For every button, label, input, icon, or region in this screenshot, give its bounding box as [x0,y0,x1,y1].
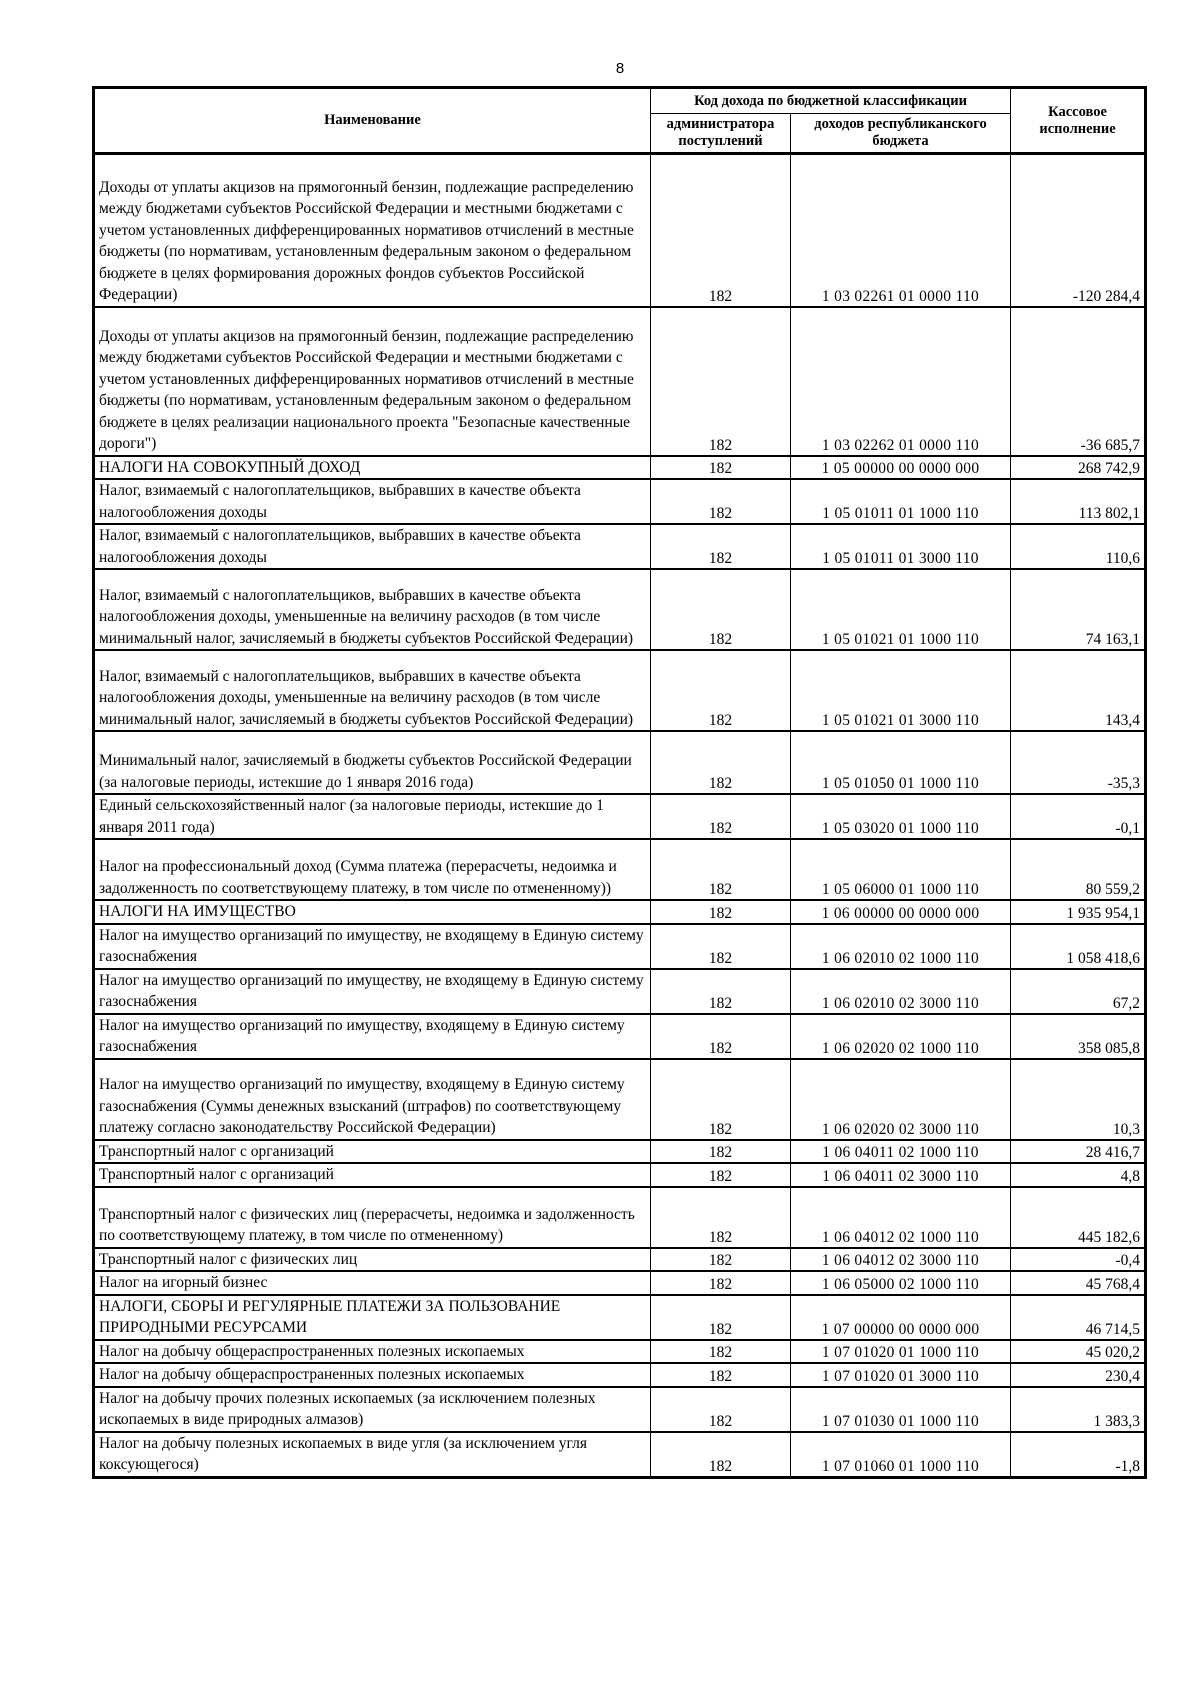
row-admin-code: 182 [651,524,791,569]
row-name: НАЛОГИ НА СОВОКУПНЫЙ ДОХОД [94,456,651,480]
row-name: Налог на добычу общераспространенных полезных ископаемых [94,1340,651,1364]
row-amount: 110,6 [1011,524,1146,569]
row-income-code: 1 07 01020 01 3000 110 [791,1363,1011,1387]
row-income-code: 1 05 06000 01 1000 110 [791,839,1011,900]
row-amount: 67,2 [1011,969,1146,1014]
row-amount: 28 416,7 [1011,1140,1146,1164]
row-amount: 4,8 [1011,1163,1146,1187]
budget-table [92,86,1147,1479]
row-amount: 445 182,6 [1011,1187,1146,1248]
row-admin-code: 182 [651,154,791,307]
row-amount: -35,3 [1011,731,1146,794]
row-name: Транспортный налог с организаций [94,1163,651,1187]
row-name: Доходы от уплаты акцизов на прямогонный бензин, подлежащие распределению между бюджетами субъектов Российской Федерации и местными бюджетами с учетом установленных дифференцированных нормативов отчислений в местные бюджеты (по нормативам, установленным федеральным законом о федеральном бюджете в целях формирования дорожных фондов субъектов Российской Федерации) [94,154,651,307]
row-admin-code: 182 [651,969,791,1014]
row-income-code: 1 03 02262 01 0000 110 [791,307,1011,456]
page-number: 8 [615,60,625,77]
row-amount: 80 559,2 [1011,839,1146,900]
row-income-code: 1 06 02020 02 1000 110 [791,1014,1011,1059]
row-name: Налог на имущество организаций по имуществу, не входящему в Единую систему газоснабжения [94,969,651,1014]
row-name: Налог на добычу общераспространенных полезных ископаемых [94,1363,651,1387]
table-row [94,1014,1146,1059]
row-amount: 1 935 954,1 [1011,900,1146,924]
row-amount: 1 058 418,6 [1011,924,1146,969]
row-admin-code: 182 [651,1248,791,1272]
header-income: доходов республиканского бюджета [791,114,1011,154]
row-amount: -120 284,4 [1011,154,1146,307]
row-income-code: 1 06 04012 02 1000 110 [791,1187,1011,1248]
row-income-code: 1 06 02010 02 1000 110 [791,924,1011,969]
row-income-code: 1 07 01020 01 1000 110 [791,1340,1011,1364]
row-name: Транспортный налог с физических лиц [94,1248,651,1272]
table-row [94,569,1146,650]
header-code-group: Код дохода по бюджетной классификации [651,88,1011,114]
table-row [94,650,1146,731]
row-admin-code: 182 [651,731,791,794]
row-name: Налог на профессиональный доход (Сумма платежа (перерасчеты, недоимка и задолженность по соответствующему платежу, в том числе по отмененному)) [94,839,651,900]
row-income-code: 1 05 01021 01 1000 110 [791,569,1011,650]
row-amount: -0,4 [1011,1248,1146,1272]
table-row [94,1295,1146,1340]
row-name: Налог на игорный бизнес [94,1271,651,1295]
row-admin-code: 182 [651,1363,791,1387]
row-admin-code: 182 [651,1187,791,1248]
row-income-code: 1 05 00000 00 0000 000 [791,456,1011,480]
table-row [94,524,1146,569]
header-admin: администратора поступлений [651,114,791,154]
table-row [94,1163,1146,1187]
row-amount: 10,3 [1011,1059,1146,1140]
table-row [94,1340,1146,1364]
table-row [94,839,1146,900]
row-name: Налог, взимаемый с налогоплательщиков, выбравших в качестве объекта налогообложения доходы, уменьшенные на величину расходов (в том числе минимальный налог, зачисляемый в бюджеты субъектов Российской Федерации) [94,569,651,650]
row-amount: 113 802,1 [1011,479,1146,524]
table-row [94,1248,1146,1272]
row-name: Доходы от уплаты акцизов на прямогонный бензин, подлежащие распределению между бюджетами субъектов Российской Федерации и местными бюджетами с учетом установленных дифференцированных нормативов отчислений в местные бюджеты (по нормативам, установленным федеральным законом о федеральном бюджете в целях реализации национального проекта "Безопасные качественные дороги") [94,307,651,456]
row-name: Налог на добычу прочих полезных ископаемых (за исключением полезных ископаемых в виде природных алмазов) [94,1387,651,1432]
row-amount: 46 714,5 [1011,1295,1146,1340]
row-income-code: 1 06 04012 02 3000 110 [791,1248,1011,1272]
row-amount: 143,4 [1011,650,1146,731]
row-name: НАЛОГИ НА ИМУЩЕСТВО [94,900,651,924]
row-income-code: 1 07 01060 01 1000 110 [791,1432,1011,1478]
table-row [94,731,1146,794]
row-admin-code: 182 [651,307,791,456]
row-income-code: 1 06 05000 02 1000 110 [791,1271,1011,1295]
row-admin-code: 182 [651,1140,791,1164]
row-name: Единый сельскохозяйственный налог (за налоговые периоды, истекшие до 1 января 2011 года) [94,794,651,839]
row-admin-code: 182 [651,1432,791,1478]
row-admin-code: 182 [651,794,791,839]
row-name: Налог на имущество организаций по имуществу, входящему в Единую систему газоснабжения (Суммы денежных взысканий (штрафов) по соответствующему платежу согласно законодательству Российской Федерации) [94,1059,651,1140]
row-amount: 45 768,4 [1011,1271,1146,1295]
row-admin-code: 182 [651,900,791,924]
table-row [94,1140,1146,1164]
row-amount: -1,8 [1011,1432,1146,1478]
row-admin-code: 182 [651,1387,791,1432]
row-income-code: 1 06 04011 02 1000 110 [791,1140,1011,1164]
row-admin-code: 182 [651,479,791,524]
row-amount: -0,1 [1011,794,1146,839]
table-row [94,1432,1146,1478]
row-admin-code: 182 [651,569,791,650]
row-income-code: 1 05 03020 01 1000 110 [791,794,1011,839]
row-name: Налог, взимаемый с налогоплательщиков, выбравших в качестве объекта налогообложения доходы [94,479,651,524]
row-name: Минимальный налог, зачисляемый в бюджеты субъектов Российской Федерации (за налоговые периоды, истекшие до 1 января 2016 года) [94,731,651,794]
row-name: Налог на имущество организаций по имуществу, входящему в Единую систему газоснабжения [94,1014,651,1059]
header-name: Наименование [94,88,651,154]
row-name: Налог на имущество организаций по имуществу, не входящему в Единую систему газоснабжения [94,924,651,969]
table-row [94,1363,1146,1387]
row-admin-code: 182 [651,839,791,900]
row-name: Налог, взимаемый с налогоплательщиков, выбравших в качестве объекта налогообложения доходы [94,524,651,569]
table-row [94,900,1146,924]
table-row [94,1187,1146,1248]
table-row [94,1387,1146,1432]
table-row [94,969,1146,1014]
row-admin-code: 182 [651,1295,791,1340]
row-admin-code: 182 [651,456,791,480]
table-row [94,479,1146,524]
row-income-code: 1 06 00000 00 0000 000 [791,900,1011,924]
row-admin-code: 182 [651,1271,791,1295]
row-amount: 268 742,9 [1011,456,1146,480]
table-row [94,1059,1146,1140]
row-income-code: 1 05 01011 01 1000 110 [791,479,1011,524]
table-row [94,1271,1146,1295]
row-income-code: 1 05 01021 01 3000 110 [791,650,1011,731]
row-admin-code: 182 [651,924,791,969]
row-amount: 230,4 [1011,1363,1146,1387]
row-income-code: 1 03 02261 01 0000 110 [791,154,1011,307]
row-income-code: 1 07 01030 01 1000 110 [791,1387,1011,1432]
row-amount: 1 383,3 [1011,1387,1146,1432]
table-row [94,456,1146,480]
row-name: Транспортный налог с организаций [94,1140,651,1164]
row-income-code: 1 05 01050 01 1000 110 [791,731,1011,794]
row-amount: 45 020,2 [1011,1340,1146,1364]
table-row [94,154,1146,307]
row-name: Налог на добычу полезных ископаемых в виде угля (за исключением угля коксующегося) [94,1432,651,1478]
header-execution: Кассовое исполнение [1011,88,1146,154]
row-income-code: 1 06 02010 02 3000 110 [791,969,1011,1014]
row-name: Транспортный налог с физических лиц (перерасчеты, недоимка и задолженность по соответствующему платежу, в том числе по отмененному) [94,1187,651,1248]
row-name: НАЛОГИ, СБОРЫ И РЕГУЛЯРНЫЕ ПЛАТЕЖИ ЗА ПОЛЬЗОВАНИЕ ПРИРОДНЫМИ РЕСУРСАМИ [94,1295,651,1340]
row-income-code: 1 05 01011 01 3000 110 [791,524,1011,569]
row-income-code: 1 07 00000 00 0000 000 [791,1295,1011,1340]
row-admin-code: 182 [651,1014,791,1059]
row-amount: 358 085,8 [1011,1014,1146,1059]
table-row [94,307,1146,456]
row-name: Налог, взимаемый с налогоплательщиков, выбравших в качестве объекта налогообложения доходы, уменьшенные на величину расходов (в том числе минимальный налог, зачисляемый в бюджеты субъектов Российской Федерации) [94,650,651,731]
table-body [94,154,1146,1478]
row-admin-code: 182 [651,650,791,731]
row-admin-code: 182 [651,1340,791,1364]
row-income-code: 1 06 02020 02 3000 110 [791,1059,1011,1140]
table-row [94,794,1146,839]
row-admin-code: 182 [651,1163,791,1187]
row-amount: -36 685,7 [1011,307,1146,456]
row-income-code: 1 06 04011 02 3000 110 [791,1163,1011,1187]
row-admin-code: 182 [651,1059,791,1140]
row-amount: 74 163,1 [1011,569,1146,650]
table-row [94,924,1146,969]
table-header [94,88,1146,154]
